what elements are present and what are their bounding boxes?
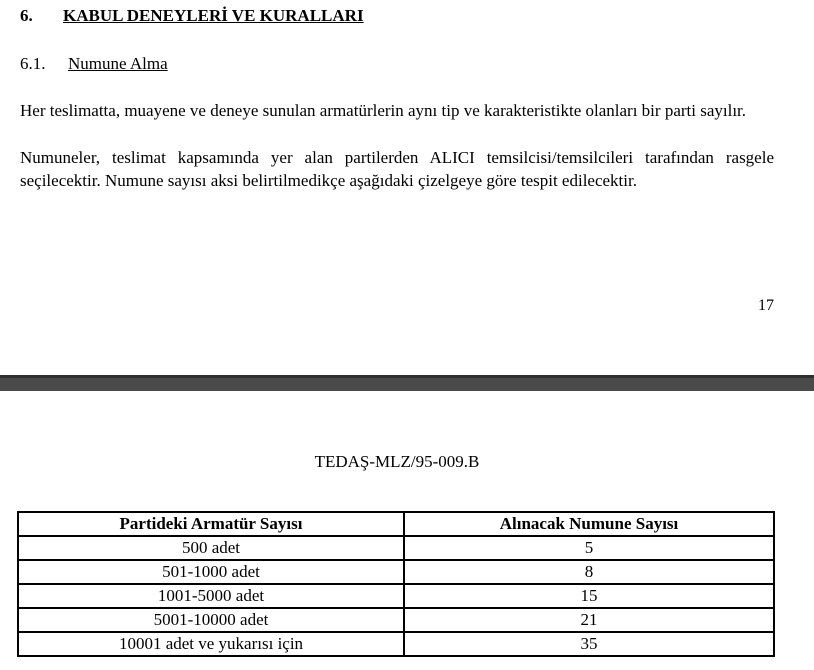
section-heading [20, 6, 364, 26]
header-lot-count: Partideki Armatür Sayısı [18, 512, 404, 536]
cell-lot-count: 500 adet [18, 536, 404, 560]
cell-sample-count: 8 [404, 560, 774, 584]
subsection-title: Numune Alma [68, 54, 168, 73]
table-row [18, 584, 774, 608]
header-sample-count: Alınacak Numune Sayısı [404, 512, 774, 536]
cell-sample-count: 35 [404, 632, 774, 656]
cell-sample-count: 21 [404, 608, 774, 632]
page-number: 17 [758, 297, 774, 314]
document-code: TEDAŞ-MLZ/95-009.B [314, 452, 480, 471]
paragraph-sampling: Numuneler, teslimat kapsamında yer alan partilerden ALICI temsilcisi/temsilcileri tarafından rasgele seçilecektir. Numune sayısı aksi belirtilmedikçe aşağıdaki çizelgeye göre tespit edilecektir. [20, 148, 774, 190]
subsection-heading [20, 54, 168, 74]
cell-lot-count: 1001-5000 adet [18, 584, 404, 608]
page-break-divider [0, 375, 814, 391]
table-header-row [18, 512, 774, 536]
subsection-number: 6.1. [20, 54, 46, 73]
cell-lot-count: 10001 adet ve yukarısı için [18, 632, 404, 656]
paragraph-lot-definition: Her teslimatta, muayene ve deneye sunulan armatürlerin aynı tip ve karakteristikte olanları bir parti sayılır. [20, 101, 747, 120]
cell-sample-count: 15 [404, 584, 774, 608]
table-row [18, 560, 774, 584]
sample-size-table [17, 511, 775, 657]
cell-sample-count: 5 [404, 536, 774, 560]
cell-lot-count: 5001-10000 adet [18, 608, 404, 632]
cell-lot-count: 501-1000 adet [18, 560, 404, 584]
table-row [18, 536, 774, 560]
section-number: 6. [20, 6, 33, 25]
table-row [18, 608, 774, 632]
table-row [18, 632, 774, 656]
section-title: KABUL DENEYLERİ VE KURALLARI [63, 6, 364, 25]
